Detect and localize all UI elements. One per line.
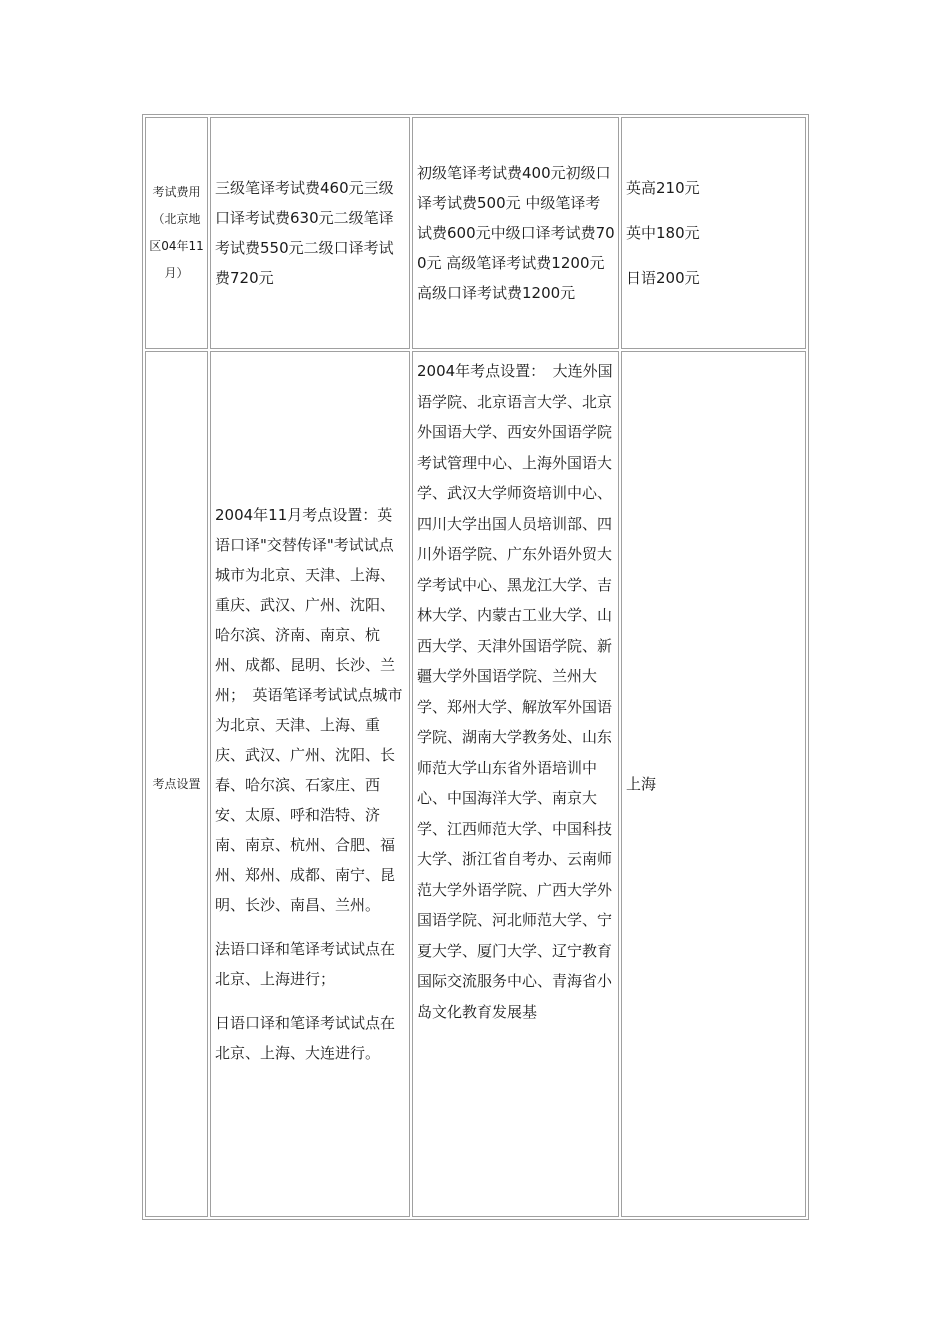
sites-shanghai: 上海 <box>626 775 657 793</box>
sites-english-paragraph: 2004年11月考点设置：英语口译"交替传译"考试试点城市为北京、天津、上海、重庆、武汉、广州、沈阳、哈尔滨、济南、南京、杭州、成都、昆明、长沙、兰州； 英语笔译考试试点城市为北京、天津、上海、重庆、武汉、广州、沈阳、长春、哈尔滨、石家庄、西安、太原、呼和浩特、济南、南京、杭州、合肥、福州、郑州、成都、南宁、昆明、长沙、南昌、兰州。 <box>215 506 403 914</box>
table-row-fees <box>145 117 806 349</box>
cell-other-fees <box>621 117 806 349</box>
cell-sites-2004-nov <box>210 351 410 1217</box>
label-cell-sites <box>145 351 208 1217</box>
sites-japanese-paragraph: 日语口译和笔译考试试点在北京、上海、大连进行。 <box>215 1014 396 1062</box>
row-label-fees: 考试费用（北京地区04年11月） <box>149 185 204 280</box>
sites-2004-list: 2004年考点设置： 大连外国语学院、北京语言大学、北京外国语大学、西安外国语学院考试管理中心、上海外国语大学、武汉大学师资培训中心、四川大学出国人员培训部、四川外语学院、广东外语外贸大学考试中心、黑龙江大学、吉林大学、内蒙古工业大学、山西大学、天津外国语学院、新疆大学外国语学院、兰州大学、郑州大学、解放军外国语学院、湖南大学教务处、山东师范大学山东省外语培训中心、中国海洋大学、南京大学、江西师范大学、中国科技大学、浙江省自考办、云南师范大学外语学院、广西大学外国语学院、河北师范大学、宁夏大学、厦门大学、辽宁教育国际交流服务中心、青海省小岛文化教育发展基 <box>417 362 613 1021</box>
label-cell-fees <box>145 117 208 349</box>
exam-info-table <box>142 114 809 1220</box>
level-fee-text: 三级笔译考试费460元三级口译考试费630元二级笔译考试费550元二级口译考试费720元 <box>215 179 394 287</box>
cell-grade-fees <box>412 117 619 349</box>
cell-sites-2004 <box>412 351 619 1217</box>
fee-line-english-advanced: 英高210元 <box>626 179 700 197</box>
row-label-sites: 考点设置 <box>152 776 201 791</box>
fee-line-japanese: 日语200元 <box>626 269 700 287</box>
sites-french-paragraph: 法语口译和笔译考试试点在北京、上海进行； <box>215 940 396 988</box>
fee-line-english-intermediate: 英中180元 <box>626 224 700 242</box>
grade-fee-text: 初级笔译考试费400元初级口译考试费500元 中级笔译考试费600元中级口译考试费700元 高级笔译考试费1200元高级口译考试费1200元 <box>417 164 615 302</box>
cell-sites-shanghai <box>621 351 806 1217</box>
table-row-test-sites <box>145 351 806 1217</box>
cell-level-fees <box>210 117 410 349</box>
